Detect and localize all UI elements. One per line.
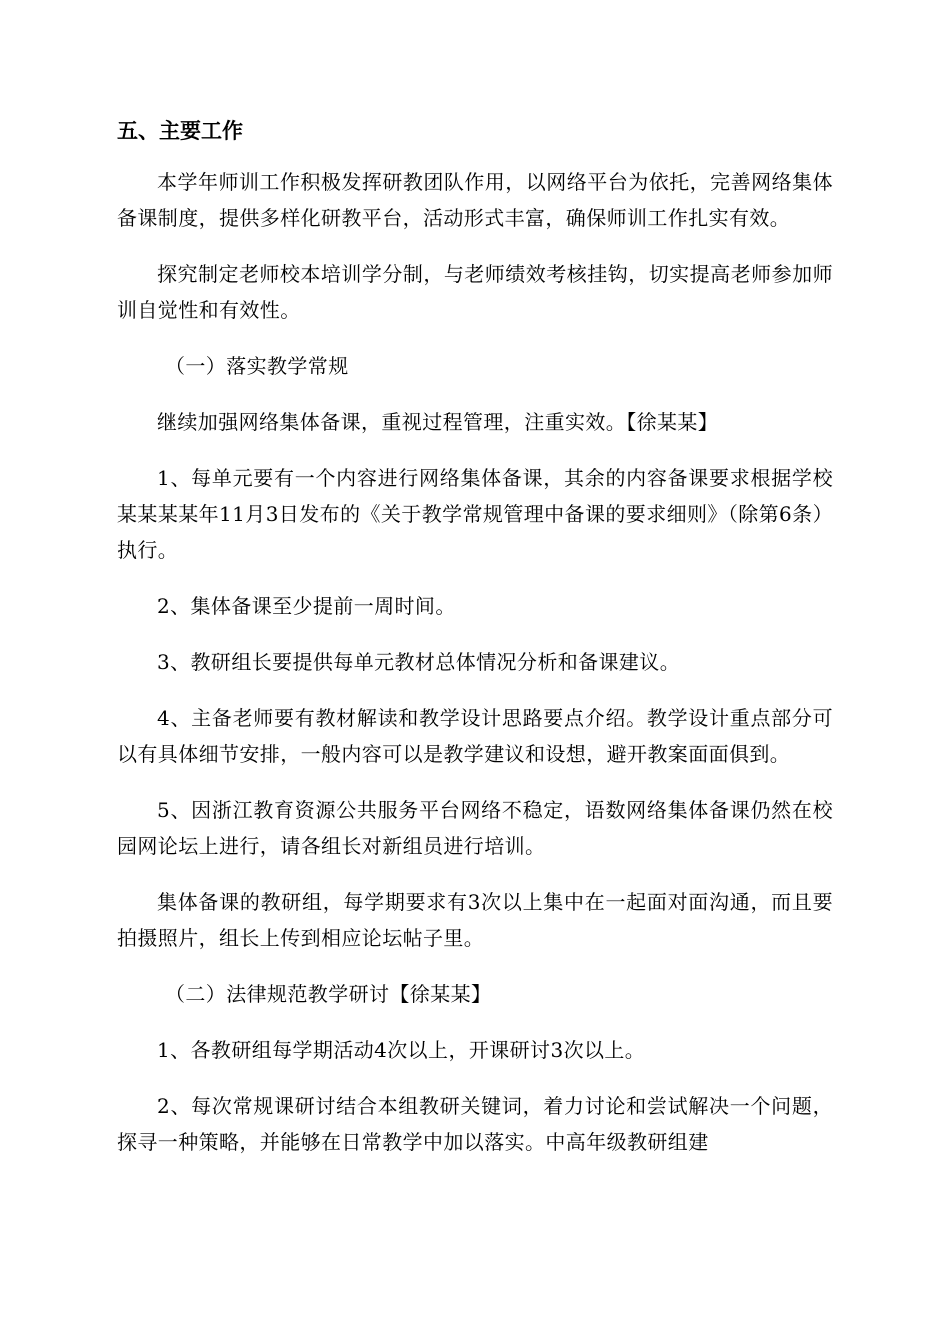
subheading-teaching-research: （二）法律规范教学研讨【徐某某】 [165, 982, 492, 1006]
section-heading: 五、主要工作 [117, 119, 243, 143]
list-item-2: 2、集体备课至少提前一周时间。 [157, 594, 456, 618]
paragraph-face-to-face: 集体备课的教研组，每学期要求有3次以上集中在一起面对面沟通，而且要拍摄照片，组长上传到相应论坛帖子里。 [117, 890, 833, 950]
list-item-3: 3、教研组长要提供每单元教材总体情况分析和备课建议。 [157, 650, 681, 674]
paragraph-intro: 本学年师训工作积极发挥研教团队作用，以网络平台为依托，完善网络集体备课制度，提供多样化研教平台，活动形式丰富，确保师训工作扎实有效。 [117, 170, 833, 230]
paragraph-credit-system: 探究制定老师校本培训学分制，与老师绩效考核挂钩，切实提高老师参加师训自觉性和有效性。 [117, 262, 833, 322]
list-item-1: 1、每单元要有一个内容进行网络集体备课，其余的内容备课要求根据学校某某某某年11月3日发布的《关于教学常规管理中备课的要求细则》（除第6条）执行。 [117, 466, 833, 562]
paragraph-online-prep: 继续加强网络集体备课，重视过程管理，注重实效。【徐某某】 [157, 410, 719, 434]
subheading-teaching-routine: （一）落实教学常规 [165, 354, 349, 378]
research-item-1: 1、各教研组每学期活动4次以上，开课研讨3次以上。 [157, 1038, 646, 1062]
list-item-5: 5、因浙江教育资源公共服务平台网络不稳定，语数网络集体备课仍然在校园网论坛上进行，请各组长对新组员进行培训。 [117, 798, 833, 858]
research-item-2: 2、每次常规课研讨结合本组教研关键词，着力讨论和尝试解决一个问题，探寻一种策略，并能够在日常教学中加以落实。中高年级教研组建 [117, 1094, 833, 1154]
list-item-4: 4、主备老师要有教材解读和教学设计思路要点介绍。教学设计重点部分可以有具体细节安排，一般内容可以是教学建议和设想，避开教案面面俱到。 [117, 706, 833, 766]
document-body [117, 112, 833, 1180]
